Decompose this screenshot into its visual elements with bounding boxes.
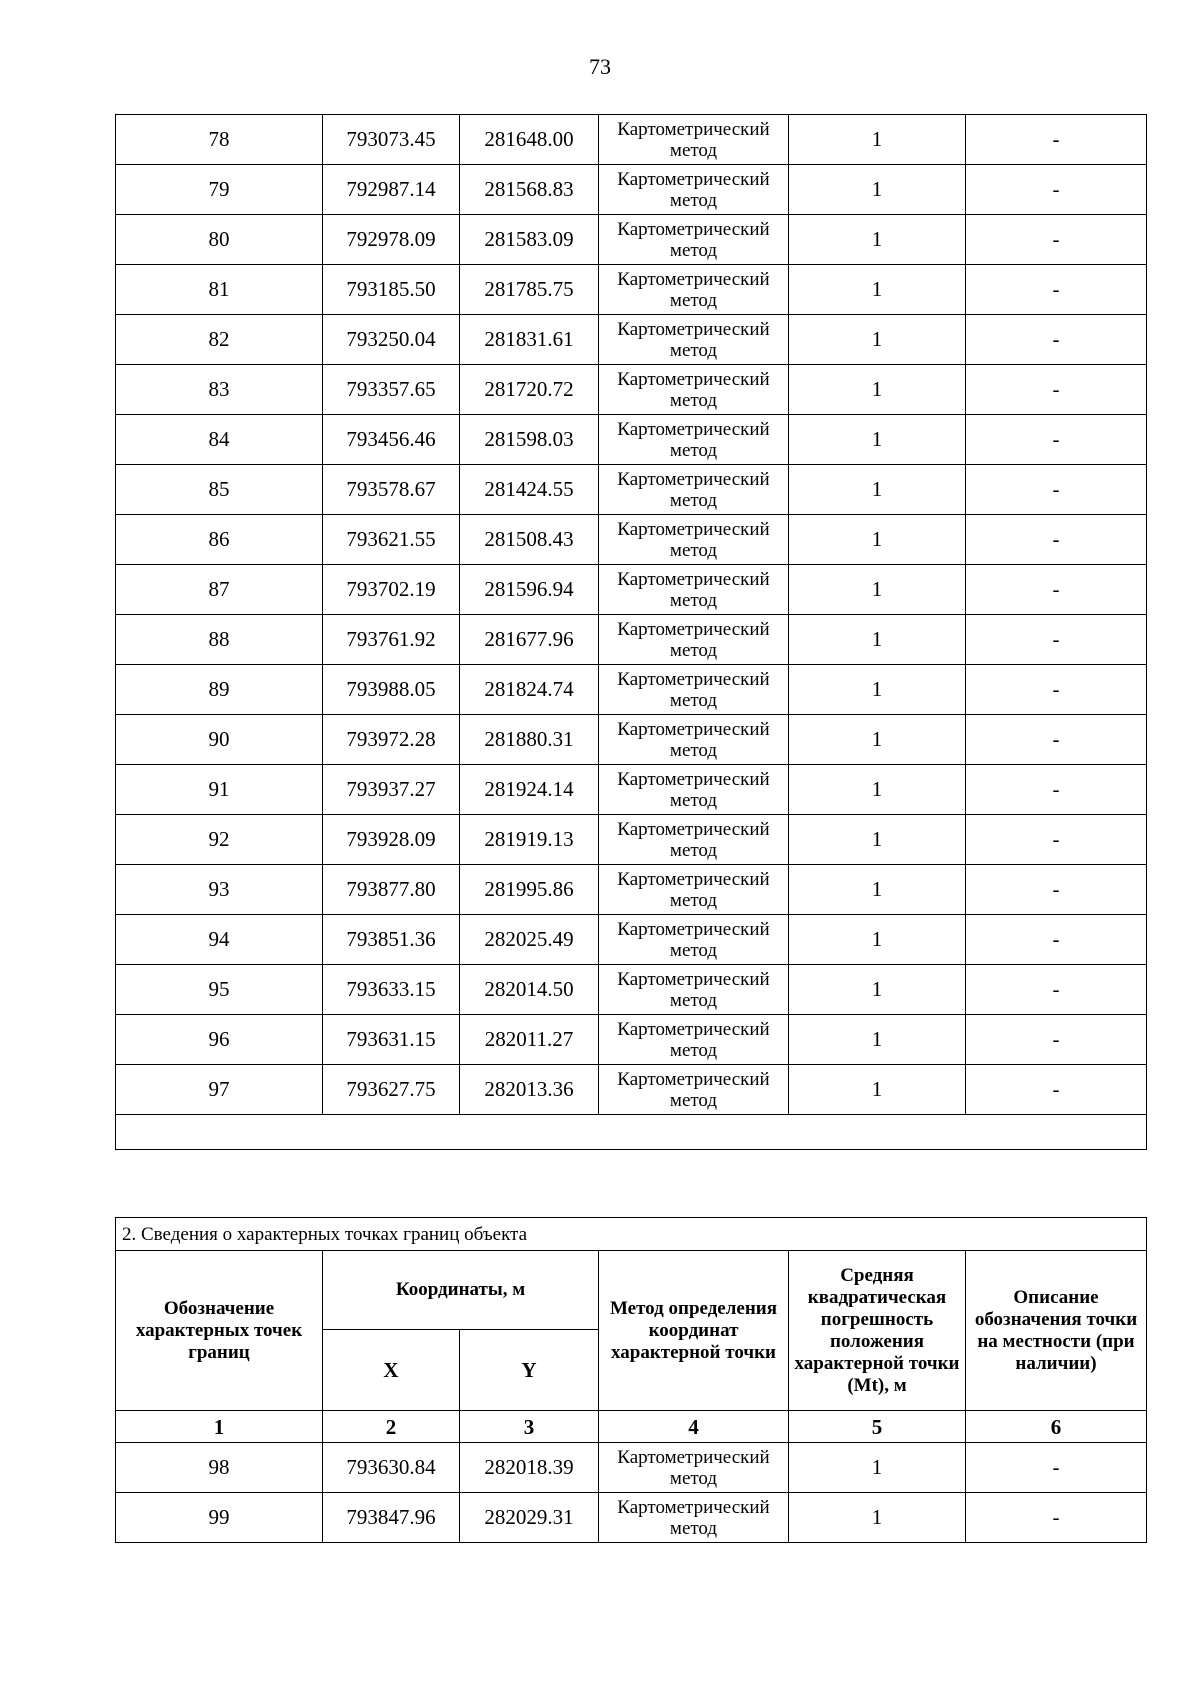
empty-table-row — [116, 1115, 1147, 1150]
point-number-cell: 81 — [116, 265, 323, 315]
method-text-line1: Картометрический — [617, 918, 770, 940]
x-coordinate-cell: 793851.36 — [323, 915, 460, 965]
point-number-cell: 79 — [116, 165, 323, 215]
column-number: 6 — [966, 1411, 1147, 1443]
coordinates-table-body — [116, 115, 1147, 1150]
table-row — [116, 715, 1147, 765]
description-cell: - — [966, 465, 1147, 515]
description-cell: - — [966, 365, 1147, 415]
point-number-cell: 84 — [116, 415, 323, 465]
accuracy-cell: 1 — [789, 1443, 966, 1493]
x-coordinate-cell: 793631.15 — [323, 1015, 460, 1065]
y-coordinate-cell: 281785.75 — [460, 265, 599, 315]
accuracy-cell: 1 — [789, 465, 966, 515]
method-cell — [599, 315, 789, 365]
y-coordinate-cell: 281424.55 — [460, 465, 599, 515]
y-coordinate-cell: 281583.09 — [460, 215, 599, 265]
x-coordinate-cell: 793630.84 — [323, 1443, 460, 1493]
table-row — [116, 565, 1147, 615]
method-cell — [599, 1443, 789, 1493]
accuracy-cell: 1 — [789, 165, 966, 215]
table-row — [116, 365, 1147, 415]
method-text-line1: Картометрический — [617, 468, 770, 490]
method-text-line1: Картометрический — [617, 668, 770, 690]
table-row — [116, 415, 1147, 465]
description-cell: - — [966, 665, 1147, 715]
y-coordinate-cell: 281880.31 — [460, 715, 599, 765]
table-row — [116, 115, 1147, 165]
x-coordinate-cell: 793185.50 — [323, 265, 460, 315]
y-coordinate-cell: 281924.14 — [460, 765, 599, 815]
table-row — [116, 765, 1147, 815]
y-coordinate-cell: 282025.49 — [460, 915, 599, 965]
method-cell — [599, 415, 789, 465]
y-coordinate-cell: 282014.50 — [460, 965, 599, 1015]
accuracy-cell: 1 — [789, 415, 966, 465]
table-row — [116, 515, 1147, 565]
point-number-cell: 88 — [116, 615, 323, 665]
method-text-line1: Картометрический — [617, 568, 770, 590]
column-number: 1 — [116, 1411, 323, 1443]
method-cell — [599, 1015, 789, 1065]
accuracy-cell: 1 — [789, 365, 966, 415]
accuracy-cell: 1 — [789, 1065, 966, 1115]
point-number-cell: 89 — [116, 665, 323, 715]
method-cell — [599, 765, 789, 815]
table-row — [116, 965, 1147, 1015]
method-text-line2: метод — [669, 539, 718, 561]
coordinates-table-continued — [115, 114, 1147, 1150]
method-cell — [599, 965, 789, 1015]
method-cell — [599, 915, 789, 965]
description-cell: - — [966, 1443, 1147, 1493]
y-coordinate-cell: 281648.00 — [460, 115, 599, 165]
page-number: 73 — [589, 54, 611, 79]
method-text-line2: метод — [669, 489, 718, 511]
point-number-cell: 94 — [116, 915, 323, 965]
table-row — [116, 465, 1147, 515]
point-number-cell: 98 — [116, 1443, 323, 1493]
method-cell — [599, 515, 789, 565]
description-cell: - — [966, 315, 1147, 365]
y-coordinate-cell: 281508.43 — [460, 515, 599, 565]
method-text-line1: Картометрический — [617, 418, 770, 440]
method-cell — [599, 615, 789, 665]
y-coordinate-cell: 281831.61 — [460, 315, 599, 365]
accuracy-cell: 1 — [789, 315, 966, 365]
table-row — [116, 1065, 1147, 1115]
description-cell: - — [966, 565, 1147, 615]
y-coordinate-cell: 281598.03 — [460, 415, 599, 465]
method-text-line1: Картометрический — [617, 718, 770, 740]
x-coordinate-cell: 793456.46 — [323, 415, 460, 465]
table-row — [116, 265, 1147, 315]
empty-cell — [116, 1115, 1147, 1150]
method-text-line2: метод — [669, 589, 718, 611]
point-number-cell: 91 — [116, 765, 323, 815]
header-coordinates: Координаты, м — [323, 1251, 599, 1330]
x-coordinate-cell: 793761.92 — [323, 615, 460, 665]
table-row — [116, 1443, 1147, 1493]
table-row — [116, 665, 1147, 715]
table-row — [116, 1493, 1147, 1543]
method-cell — [599, 865, 789, 915]
description-cell: - — [966, 865, 1147, 915]
method-text-line2: метод — [669, 1517, 718, 1539]
description-cell: - — [966, 915, 1147, 965]
point-number-cell: 93 — [116, 865, 323, 915]
method-cell — [599, 215, 789, 265]
header-description: Описание обозначения точки на местности (при наличии) — [966, 1251, 1147, 1411]
description-cell: - — [966, 1065, 1147, 1115]
table-caption: 2. Сведения о характерных точках границ объекта — [116, 1218, 1147, 1251]
point-number-cell: 78 — [116, 115, 323, 165]
accuracy-cell: 1 — [789, 665, 966, 715]
method-cell — [599, 565, 789, 615]
accuracy-cell: 1 — [789, 865, 966, 915]
point-number-cell: 92 — [116, 815, 323, 865]
x-coordinate-cell: 793357.65 — [323, 365, 460, 415]
method-text-line2: метод — [669, 239, 718, 261]
header-point-designation: Обозначение характерных точек границ — [116, 1251, 323, 1411]
accuracy-cell: 1 — [789, 765, 966, 815]
method-cell — [599, 115, 789, 165]
description-cell: - — [966, 615, 1147, 665]
y-coordinate-cell: 282011.27 — [460, 1015, 599, 1065]
accuracy-cell: 1 — [789, 565, 966, 615]
description-cell: - — [966, 415, 1147, 465]
description-cell: - — [966, 765, 1147, 815]
method-text-line2: метод — [669, 139, 718, 161]
point-number-cell: 80 — [116, 215, 323, 265]
method-text-line1: Картометрический — [617, 218, 770, 240]
y-coordinate-cell: 281995.86 — [460, 865, 599, 915]
method-cell — [599, 1493, 789, 1543]
description-cell: - — [966, 165, 1147, 215]
method-text-line2: метод — [669, 1089, 718, 1111]
method-text-line2: метод — [669, 689, 718, 711]
method-cell — [599, 815, 789, 865]
boundary-points-table — [115, 1217, 1147, 1543]
x-coordinate-cell: 793073.45 — [323, 115, 460, 165]
column-number: 3 — [460, 1411, 599, 1443]
x-coordinate-cell: 792987.14 — [323, 165, 460, 215]
y-coordinate-cell: 281568.83 — [460, 165, 599, 215]
method-text-line1: Картометрический — [617, 768, 770, 790]
table-row — [116, 615, 1147, 665]
method-cell — [599, 165, 789, 215]
point-number-cell: 99 — [116, 1493, 323, 1543]
x-coordinate-cell: 793877.80 — [323, 865, 460, 915]
header-accuracy: Средняя квадратическая погрешность положения характерной точки (Mt), м — [789, 1251, 966, 1411]
method-cell — [599, 715, 789, 765]
accuracy-cell: 1 — [789, 965, 966, 1015]
y-coordinate-cell: 282013.36 — [460, 1065, 599, 1115]
column-number: 5 — [789, 1411, 966, 1443]
description-cell: - — [966, 115, 1147, 165]
header-x: X — [323, 1330, 460, 1411]
method-cell — [599, 265, 789, 315]
method-cell — [599, 465, 789, 515]
header-y: Y — [460, 1330, 599, 1411]
method-text-line1: Картометрический — [617, 318, 770, 340]
column-number: 2 — [323, 1411, 460, 1443]
method-text-line1: Картометрический — [617, 1496, 770, 1518]
x-coordinate-cell: 793988.05 — [323, 665, 460, 715]
column-number: 4 — [599, 1411, 789, 1443]
point-number-cell: 90 — [116, 715, 323, 765]
method-text-line1: Картометрический — [617, 518, 770, 540]
boundary-points-table-body — [116, 1443, 1147, 1543]
method-text-line2: метод — [669, 789, 718, 811]
description-cell: - — [966, 215, 1147, 265]
method-text-line1: Картометрический — [617, 368, 770, 390]
point-number-cell: 86 — [116, 515, 323, 565]
method-text-line2: метод — [669, 289, 718, 311]
method-text-line1: Картометрический — [617, 1018, 770, 1040]
y-coordinate-cell: 282018.39 — [460, 1443, 599, 1493]
method-text-line1: Картометрический — [617, 818, 770, 840]
accuracy-cell: 1 — [789, 615, 966, 665]
method-text-line1: Картометрический — [617, 868, 770, 890]
accuracy-cell: 1 — [789, 1015, 966, 1065]
method-text-line2: метод — [669, 339, 718, 361]
table-row — [116, 215, 1147, 265]
method-text-line1: Картометрический — [617, 968, 770, 990]
x-coordinate-cell: 793847.96 — [323, 1493, 460, 1543]
method-cell — [599, 365, 789, 415]
method-text-line2: метод — [669, 839, 718, 861]
point-number-cell: 96 — [116, 1015, 323, 1065]
method-text-line1: Картометрический — [617, 618, 770, 640]
method-text-line2: метод — [669, 739, 718, 761]
method-text-line2: метод — [669, 1467, 718, 1489]
x-coordinate-cell: 793928.09 — [323, 815, 460, 865]
method-text-line2: метод — [669, 389, 718, 411]
table-row — [116, 1015, 1147, 1065]
accuracy-cell: 1 — [789, 515, 966, 565]
method-text-line2: метод — [669, 939, 718, 961]
y-coordinate-cell: 281824.74 — [460, 665, 599, 715]
x-coordinate-cell: 793578.67 — [323, 465, 460, 515]
description-cell: - — [966, 1493, 1147, 1543]
accuracy-cell: 1 — [789, 715, 966, 765]
x-coordinate-cell: 793937.27 — [323, 765, 460, 815]
point-number-cell: 83 — [116, 365, 323, 415]
accuracy-cell: 1 — [789, 815, 966, 865]
point-number-cell: 97 — [116, 1065, 323, 1115]
table-row — [116, 315, 1147, 365]
x-coordinate-cell: 793972.28 — [323, 715, 460, 765]
method-text-line2: метод — [669, 439, 718, 461]
description-cell: - — [966, 1015, 1147, 1065]
x-coordinate-cell: 793627.75 — [323, 1065, 460, 1115]
method-cell — [599, 1065, 789, 1115]
method-text-line1: Картометрический — [617, 268, 770, 290]
table-row — [116, 815, 1147, 865]
method-text-line1: Картометрический — [617, 1068, 770, 1090]
accuracy-cell: 1 — [789, 265, 966, 315]
description-cell: - — [966, 515, 1147, 565]
point-number-cell: 85 — [116, 465, 323, 515]
method-text-line2: метод — [669, 189, 718, 211]
description-cell: - — [966, 715, 1147, 765]
x-coordinate-cell: 793621.55 — [323, 515, 460, 565]
description-cell: - — [966, 965, 1147, 1015]
table-row — [116, 865, 1147, 915]
header-method: Метод определения координат характерной точки — [599, 1251, 789, 1411]
x-coordinate-cell: 793702.19 — [323, 565, 460, 615]
x-coordinate-cell: 792978.09 — [323, 215, 460, 265]
description-cell: - — [966, 815, 1147, 865]
method-text-line2: метод — [669, 1039, 718, 1061]
y-coordinate-cell: 282029.31 — [460, 1493, 599, 1543]
point-number-cell: 82 — [116, 315, 323, 365]
method-text-line1: Картометрический — [617, 1446, 770, 1468]
method-cell — [599, 665, 789, 715]
method-text-line1: Картометрический — [617, 168, 770, 190]
accuracy-cell: 1 — [789, 215, 966, 265]
y-coordinate-cell: 281677.96 — [460, 615, 599, 665]
y-coordinate-cell: 281596.94 — [460, 565, 599, 615]
point-number-cell: 87 — [116, 565, 323, 615]
accuracy-cell: 1 — [789, 915, 966, 965]
x-coordinate-cell: 793633.15 — [323, 965, 460, 1015]
accuracy-cell: 1 — [789, 115, 966, 165]
method-text-line1: Картометрический — [617, 118, 770, 140]
point-number-cell: 95 — [116, 965, 323, 1015]
method-text-line2: метод — [669, 989, 718, 1011]
table-row — [116, 915, 1147, 965]
method-text-line2: метод — [669, 639, 718, 661]
method-text-line2: метод — [669, 889, 718, 911]
y-coordinate-cell: 281720.72 — [460, 365, 599, 415]
x-coordinate-cell: 793250.04 — [323, 315, 460, 365]
accuracy-cell: 1 — [789, 1493, 966, 1543]
table-row — [116, 165, 1147, 215]
description-cell: - — [966, 265, 1147, 315]
y-coordinate-cell: 281919.13 — [460, 815, 599, 865]
